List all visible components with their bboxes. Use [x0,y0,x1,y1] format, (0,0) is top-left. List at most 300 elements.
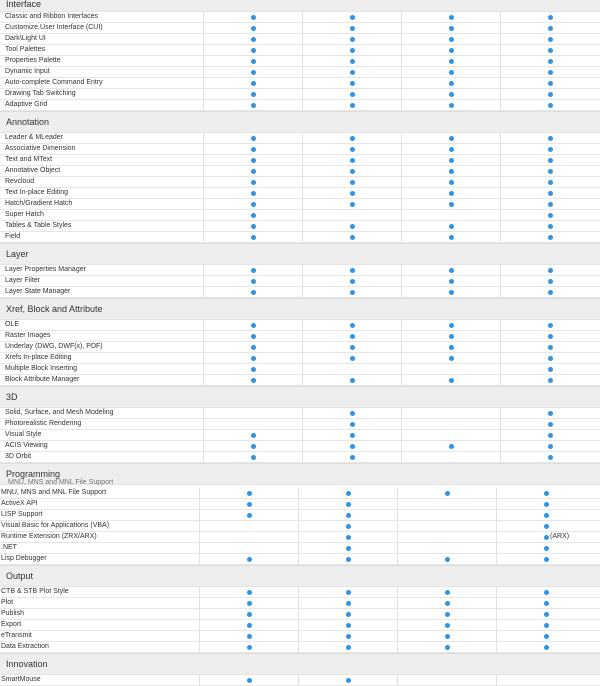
edition-cell-4 [500,56,600,66]
supported-dot-icon [548,290,553,295]
edition-cell-1 [199,642,298,652]
supported-dot-icon [548,334,553,339]
table-row [0,452,600,463]
edition-cell-1 [203,320,302,330]
edition-cell-2 [298,543,397,553]
table-row [0,320,600,331]
feature-label: Properties Palette [5,57,61,64]
edition-cell-3 [401,430,500,440]
edition-cell-1 [203,408,302,418]
table-row [0,188,600,199]
supported-dot-icon [449,48,454,53]
table-row [0,364,600,375]
supported-dot-icon [247,502,252,507]
edition-cell-4 [500,34,600,44]
feature-label: Layer Properties Manager [5,266,86,273]
table-row [0,155,600,166]
edition-cell-1 [199,598,298,608]
feature-label: Hatch/Gradient Hatch [5,200,73,207]
edition-cell-3 [401,287,500,297]
supported-dot-icon [548,356,553,361]
supported-dot-icon [251,345,256,350]
supported-dot-icon [251,367,256,372]
supported-dot-icon [548,444,553,449]
edition-cell-2 [298,532,397,542]
feature-label: Photorealistic Rendering [5,420,82,427]
supported-dot-icon [350,48,355,53]
supported-dot-icon [350,147,355,152]
edition-cell-1 [203,133,302,143]
supported-dot-icon [251,92,256,97]
supported-dot-icon [548,455,553,460]
edition-cell-2 [298,620,397,630]
edition-cell-2 [298,598,397,608]
edition-cell-3 [401,210,500,220]
supported-dot-icon [350,455,355,460]
edition-cell-2 [302,430,401,440]
supported-dot-icon [350,81,355,86]
supported-dot-icon [251,136,256,141]
table-row [0,499,600,510]
edition-cell-4 [496,675,596,685]
supported-dot-icon [548,235,553,240]
edition-cell-4 [500,78,600,88]
supported-dot-icon [251,455,256,460]
edition-cell-4 [496,642,596,652]
supported-dot-icon [548,422,553,427]
feature-label: Underlay (DWG, DWF(x), PDF) [5,343,103,350]
supported-dot-icon [544,590,549,595]
edition-cell-1 [199,521,298,531]
supported-dot-icon [247,678,252,683]
supported-dot-icon [449,158,454,163]
supported-dot-icon [445,590,450,595]
table-row [0,23,600,34]
edition-cell-1 [203,452,302,462]
edition-cell-4 [500,375,600,385]
supported-dot-icon [548,26,553,31]
edition-cell-1 [203,155,302,165]
section-header: Innovation [0,653,600,675]
edition-cell-3 [401,144,500,154]
table-row [0,408,600,419]
edition-cell-1 [199,488,298,498]
feature-label: Dark\Light UI [5,35,46,42]
table-row [0,144,600,155]
edition-cell-1 [203,331,302,341]
edition-cell-1 [199,609,298,619]
supported-dot-icon [449,378,454,383]
supported-dot-icon [548,279,553,284]
supported-dot-icon [251,70,256,75]
supported-dot-icon [449,268,454,273]
supported-dot-icon [350,70,355,75]
edition-cell-2 [302,331,401,341]
feature-label: Revcloud [5,178,35,185]
supported-dot-icon [449,356,454,361]
supported-dot-icon [247,601,252,606]
supported-dot-icon [251,444,256,449]
supported-dot-icon [449,15,454,20]
feature-label: Export [1,621,22,628]
edition-cell-3 [401,441,500,451]
supported-dot-icon [544,524,549,529]
edition-cell-2 [302,364,401,374]
edition-cell-2 [302,45,401,55]
edition-cell-1 [203,45,302,55]
edition-cell-4 [496,499,596,509]
edition-cell-4 [500,320,600,330]
edition-cell-3 [401,45,500,55]
edition-cell-1 [203,12,302,22]
table-row [0,488,600,499]
feature-label: SmartMouse [1,676,41,683]
edition-cell-4 [500,265,600,275]
feature-label: Text and MText [5,156,53,163]
feature-label: Solid, Surface, and Mesh Modeling [5,409,114,416]
supported-dot-icon [247,557,252,562]
supported-dot-icon [449,103,454,108]
supported-dot-icon [548,103,553,108]
supported-dot-icon [346,535,351,540]
supported-dot-icon [350,136,355,141]
supported-dot-icon [251,279,256,284]
supported-dot-icon [251,213,256,218]
supported-dot-icon [350,224,355,229]
supported-dot-icon [346,546,351,551]
supported-dot-icon [350,235,355,240]
supported-dot-icon [346,601,351,606]
table-row [0,199,600,210]
edition-cell-2 [302,12,401,22]
supported-dot-icon [350,26,355,31]
edition-cell-4 [496,521,596,531]
supported-dot-icon [346,678,351,683]
table-row [0,276,600,287]
supported-dot-icon [548,411,553,416]
edition-cell-2 [302,441,401,451]
feature-label: Associative Dimension [5,145,76,152]
feature-label: Runtime Extension (ZRX/ARX) [1,533,97,540]
edition-cell-1 [199,620,298,630]
edition-cell-1 [203,188,302,198]
feature-label: Xrefs In-place Editing [5,354,72,361]
edition-cell-3 [401,177,500,187]
edition-cell-2 [302,287,401,297]
feature-label: Drawing Tab Switching [5,90,76,97]
feature-label: ACIS Viewing [5,442,48,449]
edition-cell-2 [298,609,397,619]
supported-dot-icon [445,557,450,562]
supported-dot-icon [544,634,549,639]
supported-dot-icon [449,81,454,86]
supported-dot-icon [350,290,355,295]
supported-dot-icon [544,623,549,628]
supported-dot-icon [251,26,256,31]
table-row [0,419,600,430]
supported-dot-icon [350,191,355,196]
supported-dot-icon [350,334,355,339]
supported-dot-icon [548,367,553,372]
edition-cell-1 [203,441,302,451]
table-row [0,166,600,177]
feature-label: Super Hatch [5,211,44,218]
supported-dot-icon [346,491,351,496]
edition-cell-2 [302,67,401,77]
edition-cell-2 [302,34,401,44]
supported-dot-icon [449,224,454,229]
supported-dot-icon [350,433,355,438]
edition-cell-2 [302,353,401,363]
table-row [0,375,600,386]
edition-cell-1 [203,166,302,176]
supported-dot-icon [449,70,454,75]
supported-dot-icon [247,623,252,628]
supported-dot-icon [449,59,454,64]
supported-dot-icon [251,15,256,20]
edition-cell-4 [500,166,600,176]
edition-cell-4 [500,67,600,77]
edition-cell-2 [302,232,401,242]
supported-dot-icon [449,345,454,350]
supported-dot-icon [247,612,252,617]
table-row [0,631,600,642]
table-row [0,587,600,598]
table-row [0,78,600,89]
table-row [0,12,600,23]
supported-dot-icon [346,634,351,639]
edition-cell-3 [401,331,500,341]
supported-dot-icon [346,524,351,529]
table-row [0,353,600,364]
edition-cell-1 [203,56,302,66]
supported-dot-icon [548,191,553,196]
supported-dot-icon [346,557,351,562]
edition-cell-4 [496,554,596,564]
supported-dot-icon [247,645,252,650]
edition-cell-3 [401,342,500,352]
edition-cell-4 [500,12,600,22]
table-row [0,510,600,521]
edition-cell-4 [500,155,600,165]
feature-label: Auto-complete Command Entry [5,79,103,86]
supported-dot-icon [449,92,454,97]
supported-dot-icon [251,235,256,240]
edition-cell-2 [302,419,401,429]
edition-cell-1 [203,78,302,88]
feature-label: Field [5,233,21,240]
supported-dot-icon [449,334,454,339]
table-row [0,543,600,554]
supported-dot-icon [247,513,252,518]
supported-dot-icon [251,268,256,273]
edition-cell-1 [203,430,302,440]
supported-dot-icon [548,268,553,273]
edition-cell-2 [298,631,397,641]
edition-cell-3 [401,34,500,44]
edition-cell-3 [397,499,496,509]
supported-dot-icon [251,356,256,361]
supported-dot-icon [544,546,549,551]
supported-dot-icon [251,59,256,64]
edition-cell-1 [203,177,302,187]
supported-dot-icon [449,37,454,42]
edition-cell-2 [302,56,401,66]
edition-cell-2 [302,155,401,165]
table-row [0,675,600,686]
edition-cell-2 [302,210,401,220]
edition-cell-2 [302,342,401,352]
supported-dot-icon [350,268,355,273]
supported-dot-icon [548,224,553,229]
edition-cell-4 [500,276,600,286]
edition-cell-1 [203,232,302,242]
edition-cell-2 [298,510,397,520]
supported-dot-icon [350,279,355,284]
edition-cell-4 [496,532,596,542]
supported-dot-icon [445,634,450,639]
edition-cell-3 [397,543,496,553]
supported-dot-icon [544,502,549,507]
edition-cell-2 [302,408,401,418]
edition-cell-4 [496,609,596,619]
edition-cell-4 [500,210,600,220]
edition-cell-2 [302,177,401,187]
supported-dot-icon [544,601,549,606]
feature-label: MNU, MNS and MNL File Support [1,489,107,496]
cell-note: (ARX) [550,533,570,540]
edition-cell-3 [401,89,500,99]
supported-dot-icon [251,191,256,196]
supported-dot-icon [449,202,454,207]
table-row [0,45,600,56]
edition-cell-1 [199,631,298,641]
edition-cell-3 [397,620,496,630]
supported-dot-icon [350,378,355,383]
supported-dot-icon [346,513,351,518]
edition-cell-4 [500,342,600,352]
supported-dot-icon [449,136,454,141]
supported-dot-icon [548,345,553,350]
edition-cell-2 [298,587,397,597]
edition-cell-3 [401,133,500,143]
supported-dot-icon [548,37,553,42]
feature-label: OLE [5,321,20,328]
table-row [0,609,600,620]
supported-dot-icon [350,202,355,207]
edition-cell-3 [401,78,500,88]
edition-cell-4 [500,177,600,187]
edition-cell-4 [500,364,600,374]
supported-dot-icon [350,422,355,427]
edition-cell-4 [496,598,596,608]
edition-cell-2 [302,265,401,275]
edition-cell-4 [496,587,596,597]
edition-cell-1 [203,100,302,110]
edition-cell-1 [199,499,298,509]
section-header: Xref, Block and Attribute [0,298,600,320]
supported-dot-icon [548,92,553,97]
supported-dot-icon [350,444,355,449]
edition-cell-1 [199,554,298,564]
supported-dot-icon [449,235,454,240]
feature-label: Tables & Table Styles [5,222,72,229]
supported-dot-icon [350,158,355,163]
edition-cell-1 [199,587,298,597]
edition-cell-1 [203,287,302,297]
section-header: Interface [0,0,600,12]
supported-dot-icon [350,15,355,20]
edition-cell-3 [397,587,496,597]
supported-dot-icon [251,158,256,163]
supported-dot-icon [251,290,256,295]
table-row [0,100,600,111]
supported-dot-icon [548,180,553,185]
edition-cell-1 [199,510,298,520]
edition-cell-3 [397,631,496,641]
supported-dot-icon [548,48,553,53]
edition-cell-3 [401,56,500,66]
feature-label: Layer Filter [5,277,41,284]
edition-cell-2 [302,166,401,176]
supported-dot-icon [346,612,351,617]
table-row [0,430,600,441]
supported-dot-icon [247,590,252,595]
edition-cell-2 [302,23,401,33]
supported-dot-icon [251,48,256,53]
edition-cell-4 [500,430,600,440]
supported-dot-icon [548,81,553,86]
table-row [0,221,600,232]
edition-cell-2 [302,221,401,231]
supported-dot-icon [350,92,355,97]
supported-dot-icon [544,557,549,562]
section-header: Programming [0,463,600,485]
table-row [0,532,600,543]
edition-cell-3 [397,642,496,652]
feature-label: Classic and Ribbon Interfaces [5,13,98,20]
table-row [0,56,600,67]
table-row [0,67,600,78]
edition-cell-4 [500,331,600,341]
supported-dot-icon [445,645,450,650]
edition-cell-1 [203,364,302,374]
edition-cell-3 [401,188,500,198]
supported-dot-icon [251,433,256,438]
feature-label: Annotative Object [5,167,61,174]
feature-label: Text In-place Editing [5,189,69,196]
supported-dot-icon [251,224,256,229]
table-row [0,177,600,188]
supported-dot-icon [251,202,256,207]
edition-cell-1 [203,221,302,231]
supported-dot-icon [548,433,553,438]
edition-cell-1 [199,543,298,553]
edition-cell-1 [203,419,302,429]
supported-dot-icon [548,70,553,75]
edition-cell-4 [500,419,600,429]
edition-cell-2 [302,100,401,110]
feature-label: Dynamic Input [5,68,50,75]
edition-cell-2 [302,188,401,198]
supported-dot-icon [251,103,256,108]
feature-label: Lisp Debugger [1,555,47,562]
table-row [0,133,600,144]
supported-dot-icon [544,491,549,496]
edition-cell-2 [302,199,401,209]
edition-cell-3 [397,554,496,564]
supported-dot-icon [350,345,355,350]
